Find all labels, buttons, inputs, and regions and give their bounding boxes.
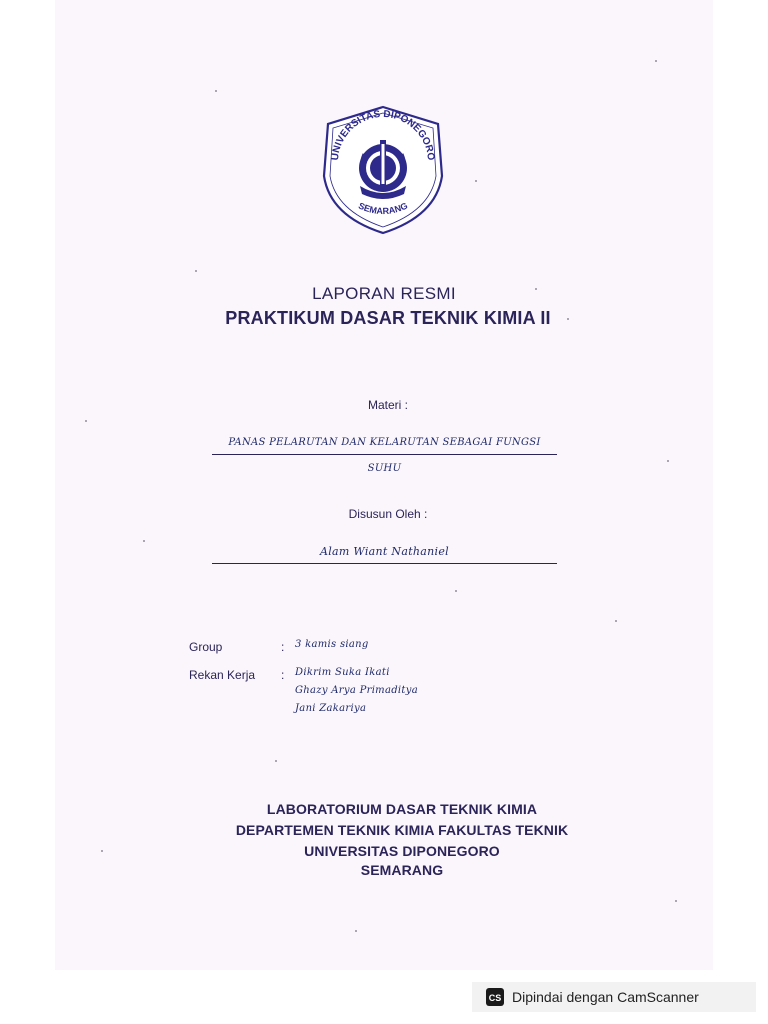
camscanner-watermark xyxy=(472,982,756,1012)
logo-ring-text-top: UNIVERSITAS DIPONEGORO xyxy=(329,108,437,161)
paper-speck xyxy=(655,60,657,62)
paper-speck xyxy=(667,460,669,462)
author-handwritten-value: Alam Wiant Nathaniel xyxy=(212,539,557,564)
author-label: Disusun Oleh : xyxy=(348,507,428,521)
paper-speck xyxy=(215,90,217,92)
paper-speck xyxy=(143,540,145,542)
paper-speck xyxy=(275,760,277,762)
materi-handwritten-value: PANAS PELARUTAN DAN KELARUTAN SEBAGAI FUNGSI SUHU xyxy=(212,430,557,455)
scanned-page xyxy=(55,0,713,970)
group-handwritten-value: 3 kamis siang xyxy=(295,639,369,650)
footer-lab-name: LABORATORIUM DASAR TEKNIK KIMIA xyxy=(266,801,538,817)
rekan-member-2: Ghazy Arya Primaditya xyxy=(295,685,418,696)
group-label: Group xyxy=(189,640,223,654)
rekan-kerja-colon: : xyxy=(281,668,285,682)
paper-speck xyxy=(455,590,457,592)
rekan-member-1: Dikrim Suka Ikati xyxy=(295,667,390,678)
logo-ring-text-bottom: SEMARANG xyxy=(356,200,410,217)
paper-speck xyxy=(355,930,357,932)
footer-department: DEPARTEMEN TEKNIK KIMIA FAKULTAS TEKNIK xyxy=(235,822,569,838)
paper-speck xyxy=(475,180,477,182)
footer-university: UNIVERSITAS DIPONEGORO xyxy=(304,843,500,859)
rekan-kerja-label: Rekan Kerja xyxy=(189,668,256,682)
group-colon: : xyxy=(281,640,285,654)
camscanner-icon xyxy=(486,988,504,1006)
report-type-heading: LAPORAN RESMI xyxy=(312,284,456,303)
footer-city: SEMARANG xyxy=(360,862,444,878)
university-logo xyxy=(320,104,446,236)
camscanner-watermark-text: Dipindai dengan CamScanner xyxy=(512,989,699,1005)
paper-speck xyxy=(615,620,617,622)
paper-speck xyxy=(675,900,677,902)
camscanner-icon-text: CS xyxy=(488,993,502,1003)
course-title-heading: PRAKTIKUM DASAR TEKNIK KIMIA II xyxy=(225,308,551,328)
rekan-member-3: Jani Zakariya xyxy=(295,703,367,714)
paper-speck xyxy=(195,270,197,272)
paper-speck xyxy=(85,420,87,422)
materi-label: Materi : xyxy=(367,398,408,412)
